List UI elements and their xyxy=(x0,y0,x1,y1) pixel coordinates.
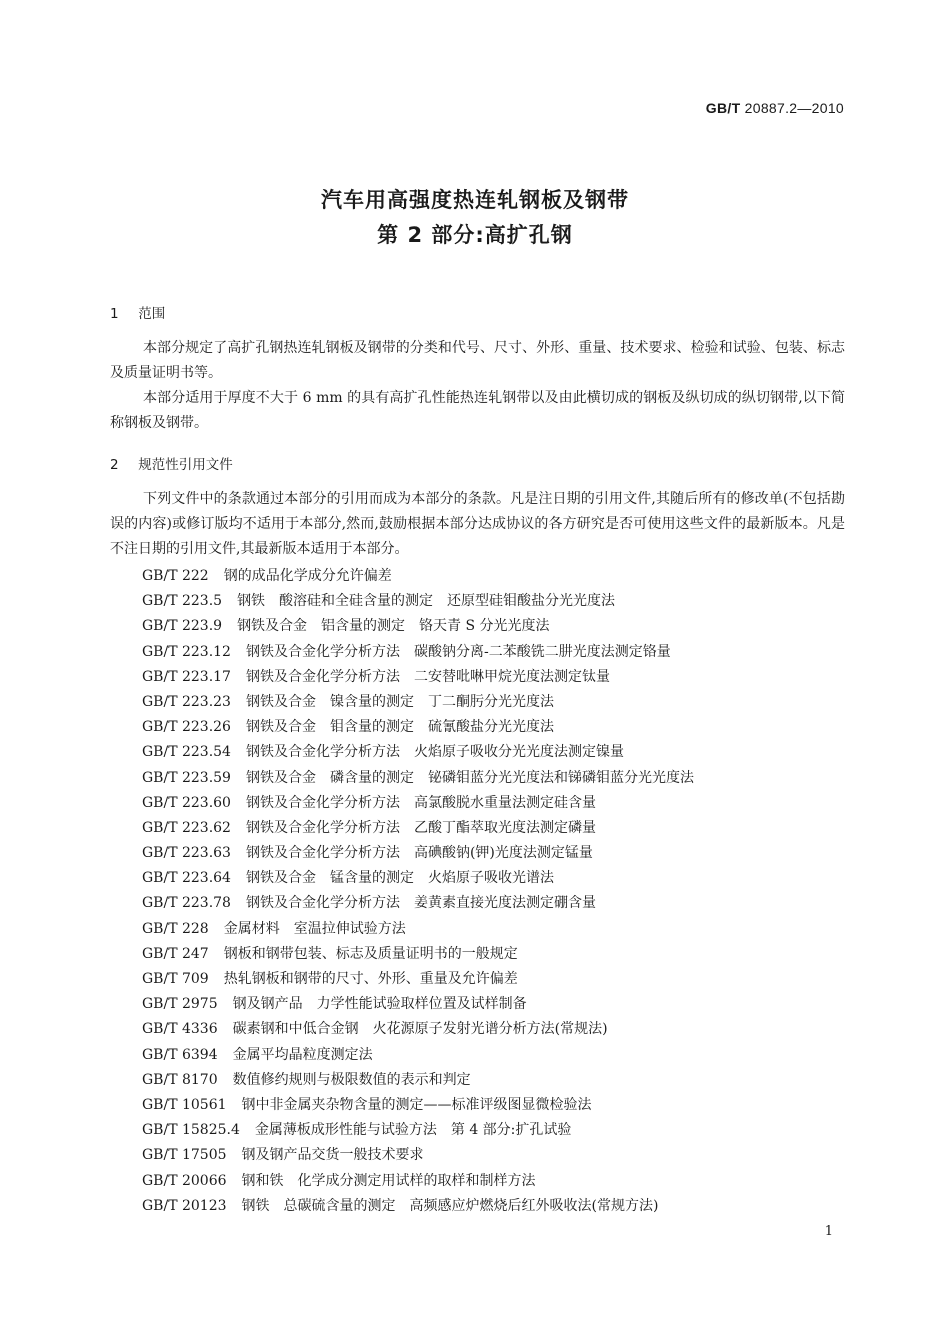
reference-item xyxy=(142,917,694,942)
reference-code: GB/T 223.62 xyxy=(142,819,231,836)
reference-code: GB/T 247 xyxy=(142,945,209,962)
reference-title: 钢中非金属夹杂物含量的测定——标准评级图显微检验法 xyxy=(241,1096,592,1113)
scope-paragraph-2: 本部分适用于厚度不大于 6 mm 的具有高扩孔性能热连轧钢带以及由此横切成的钢板及纵切成的纵切钢带,以下简称钢板及钢带。 xyxy=(110,390,845,432)
reference-title: 钢及钢产品 力学性能试验取样位置及试样制备 xyxy=(232,996,527,1013)
reference-item xyxy=(142,715,694,740)
reference-title: 钢铁及合金化学分析方法 火焰原子吸收分光光度法测定镍量 xyxy=(245,744,624,761)
reference-title: 金属材料 室温拉伸试验方法 xyxy=(223,920,406,937)
reference-item xyxy=(142,1143,694,1168)
reference-code: GB/T 223.60 xyxy=(142,794,231,811)
reference-title: 金属薄板成形性能与试验方法 第 4 部分:扩孔试验 xyxy=(254,1122,572,1139)
reference-code: GB/T 223.63 xyxy=(142,845,231,862)
reference-title: 金属平均晶粒度测定法 xyxy=(232,1046,373,1063)
standard-code xyxy=(706,100,844,116)
reference-list xyxy=(142,564,694,1219)
reference-item xyxy=(142,1194,694,1219)
reference-title: 钢板和钢带包装、标志及质量证明书的一般规定 xyxy=(223,945,518,962)
reference-title: 钢铁及合金化学分析方法 高碘酸钠(钾)光度法测定锰量 xyxy=(245,845,593,862)
reference-code: GB/T 20066 xyxy=(142,1172,227,1189)
reference-item xyxy=(142,992,694,1017)
reference-code: GB/T 223.59 xyxy=(142,769,231,786)
scope-paragraph-1: 本部分规定了高扩孔钢热连轧钢板及钢带的分类和代号、尺寸、外形、重量、技术要求、检验和试验、包装、标志及质量证明书等。 xyxy=(110,340,845,382)
reference-item xyxy=(142,967,694,992)
reference-code: GB/T 4336 xyxy=(142,1021,218,1038)
reference-code: GB/T 223.26 xyxy=(142,719,231,736)
reference-title: 钢铁及合金化学分析方法 乙酸丁酯萃取光度法测定磷量 xyxy=(245,819,596,836)
reference-title: 钢铁及合金化学分析方法 碳酸钠分离-二苯酸铣二肼光度法测定铬量 xyxy=(245,643,671,660)
document-subtitle: 第 2 部分:高扩孔钢 xyxy=(377,223,573,247)
reference-item xyxy=(142,866,694,891)
reference-item xyxy=(142,1043,694,1068)
section-heading-scope xyxy=(110,302,165,322)
reference-item xyxy=(142,1169,694,1194)
reference-item xyxy=(142,640,694,665)
section-title: 范围 xyxy=(138,306,166,322)
section-number: 1 xyxy=(110,306,119,322)
references-intro-paragraph: 下列文件中的条款通过本部分的引用而成为本部分的条款。凡是注日期的引用文件,其随后所有的修改单(不包括勘误的内容)或修订版均不适用于本部分,然而,鼓励根据本部分达成协议的各方研究是否可使用这些文件的最新版本。凡是不注日期的引用文件,其最新版本适用于本部分。 xyxy=(110,491,845,558)
reference-title: 钢铁及合金化学分析方法 姜黄素直接光度法测定硼含量 xyxy=(245,895,596,912)
reference-code: GB/T 228 xyxy=(142,920,209,937)
reference-code: GB/T 15825.4 xyxy=(142,1122,240,1139)
reference-item xyxy=(142,1017,694,1042)
reference-code: GB/T 223.64 xyxy=(142,870,231,887)
reference-code: GB/T 223.12 xyxy=(142,643,231,660)
reference-title: 钢及钢产品交货一般技术要求 xyxy=(241,1147,424,1164)
standard-code-prefix: GB/T xyxy=(705,100,741,116)
reference-code: GB/T 223.5 xyxy=(142,593,223,610)
reference-code: GB/T 223.54 xyxy=(142,744,231,761)
section-title: 规范性引用文件 xyxy=(138,457,233,473)
reference-title: 钢铁及合金化学分析方法 高氯酸脱水重量法测定硅含量 xyxy=(245,794,596,811)
reference-code: GB/T 222 xyxy=(142,568,209,584)
reference-item xyxy=(142,816,694,841)
reference-title: 钢铁及合金 钼含量的测定 硫氰酸盐分光光度法 xyxy=(245,719,554,736)
reference-code: GB/T 709 xyxy=(142,971,209,987)
reference-title: 热轧钢板和钢带的尺寸、外形、重量及允许偏差 xyxy=(223,971,518,987)
reference-item xyxy=(142,891,694,916)
standard-code-number: 20887.2—2010 xyxy=(744,100,844,116)
reference-title: 钢铁 总碳硫含量的测定 高频感应炉燃烧后红外吸收法(常规方法) xyxy=(241,1197,659,1214)
reference-title: 碳素钢和中低合金钢 火花源原子发射光谱分析方法(常规法) xyxy=(232,1021,608,1038)
reference-title: 钢铁 酸溶硅和全硅含量的测定 还原型硅钼酸盐分光光度法 xyxy=(237,593,616,610)
reference-title: 钢和铁 化学成分测定用试样的取样和制样方法 xyxy=(241,1172,536,1189)
reference-code: GB/T 20123 xyxy=(142,1197,227,1214)
reference-item xyxy=(142,589,694,614)
reference-title: 钢铁及合金 镍含量的测定 丁二酮肟分光光度法 xyxy=(245,693,554,710)
reference-item xyxy=(142,665,694,690)
reference-item xyxy=(142,564,694,589)
reference-item xyxy=(142,740,694,765)
reference-code: GB/T 223.78 xyxy=(142,895,231,912)
reference-code: GB/T 8170 xyxy=(142,1071,218,1088)
reference-code: GB/T 223.17 xyxy=(142,668,231,685)
reference-item xyxy=(142,766,694,791)
reference-code: GB/T 6394 xyxy=(142,1046,218,1063)
reference-item xyxy=(142,1093,694,1118)
section-heading-normative-references xyxy=(110,453,233,473)
reference-item xyxy=(142,1118,694,1143)
reference-item xyxy=(142,841,694,866)
reference-item xyxy=(142,942,694,967)
reference-code: GB/T 2975 xyxy=(142,996,218,1013)
reference-code: GB/T 10561 xyxy=(142,1096,227,1113)
page-number: 1 xyxy=(824,1224,833,1239)
reference-title: 钢的成品化学成分允许偏差 xyxy=(223,568,392,584)
reference-code: GB/T 223.23 xyxy=(142,693,231,710)
document-title: 汽车用高强度热连轧钢板及钢带 xyxy=(321,188,629,212)
reference-code: GB/T 17505 xyxy=(142,1147,227,1164)
reference-item xyxy=(142,791,694,816)
reference-title: 钢铁及合金 锰含量的测定 火焰原子吸收光谱法 xyxy=(245,870,554,887)
reference-title: 数值修约规则与极限数值的表示和判定 xyxy=(232,1071,471,1088)
reference-title: 钢铁及合金 磷含量的测定 铋磷钼蓝分光光度法和锑磷钼蓝分光光度法 xyxy=(245,769,694,786)
reference-title: 钢铁及合金化学分析方法 二安替吡啉甲烷光度法测定钛量 xyxy=(245,668,610,685)
section-number: 2 xyxy=(110,457,119,473)
reference-item xyxy=(142,690,694,715)
reference-title: 钢铁及合金 铝含量的测定 铬天青 S 分光光度法 xyxy=(237,618,550,635)
reference-code: GB/T 223.9 xyxy=(142,618,223,635)
reference-item xyxy=(142,1068,694,1093)
reference-item xyxy=(142,614,694,639)
